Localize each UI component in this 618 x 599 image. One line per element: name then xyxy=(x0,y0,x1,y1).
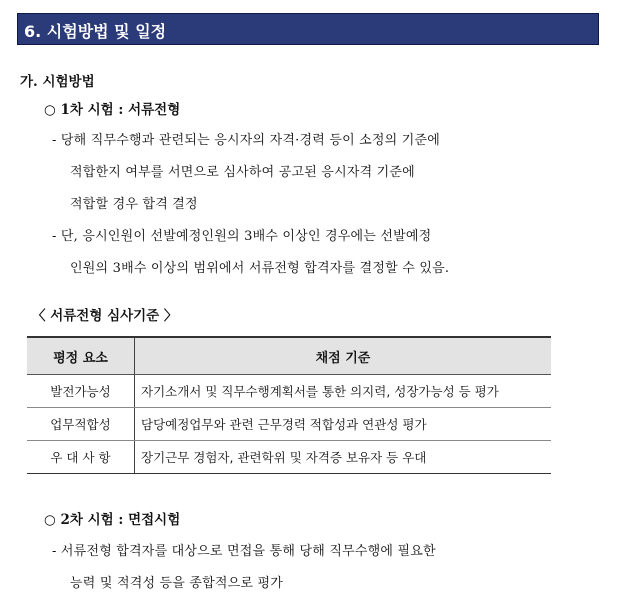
criteria-standard: 장기근무 경험자, 관련학위 및 자격증 보유자 등 우대 xyxy=(135,441,552,474)
stage2-heading xyxy=(44,508,180,528)
stage2-heading-text: 2차 시험 : 면접시험 xyxy=(60,512,181,528)
criteria-factor: 발전가능성 xyxy=(27,375,135,408)
stage1-line-2: 적합한지 여부를 서면으로 심사하여 공고된 응시자격 기준에 xyxy=(70,165,415,180)
stage1-line-3: 적합할 경우 합격 결정 xyxy=(70,197,198,212)
stage1-heading-text: 1차 시험 : 서류전형 xyxy=(60,102,181,118)
criteria-header-standard: 채점 기준 xyxy=(135,337,552,375)
circle-bullet-icon: ○ xyxy=(44,102,56,118)
criteria-table xyxy=(27,336,551,474)
stage1-line-4: - 단, 응시인원이 선발예정인원의 3배수 이상인 경우에는 선발예정 xyxy=(52,229,432,244)
stage1-line-1: - 당해 직무수행과 관련되는 응시자의 자격·경력 등이 소정의 기준에 xyxy=(52,133,441,148)
subsection-title: 가. 시험방법 xyxy=(20,74,95,90)
criteria-standard: 자기소개서 및 직무수행계획서를 통한 의지력, 성장가능성 등 평가 xyxy=(135,375,552,408)
criteria-header-factor: 평정 요소 xyxy=(27,337,135,375)
stage2-line-2: 능력 및 적격성 등을 종합적으로 평가 xyxy=(70,576,284,591)
circle-bullet-icon: ○ xyxy=(44,512,56,528)
criteria-caption: 〈 서류전형 심사기준 〉 xyxy=(32,308,178,324)
criteria-standard: 담당예정업무와 관련 근무경력 적합성과 연관성 평가 xyxy=(135,408,552,441)
criteria-factor: 우 대 사 항 xyxy=(27,441,135,474)
stage2-line-1: - 서류전형 합격자를 대상으로 면접을 통해 당해 직무수행에 필요한 xyxy=(52,544,436,559)
table-row xyxy=(27,441,551,474)
stage1-heading xyxy=(44,98,180,118)
table-row xyxy=(27,408,551,441)
criteria-header-row xyxy=(27,337,551,375)
criteria-factor: 업무적합성 xyxy=(27,408,135,441)
section-banner xyxy=(17,13,599,45)
section-title: 6. 시험방법 및 일정 xyxy=(24,22,167,41)
table-row xyxy=(27,375,551,408)
stage1-line-5: 인원의 3배수 이상의 범위에서 서류전형 합격자를 결정할 수 있음. xyxy=(70,261,450,276)
